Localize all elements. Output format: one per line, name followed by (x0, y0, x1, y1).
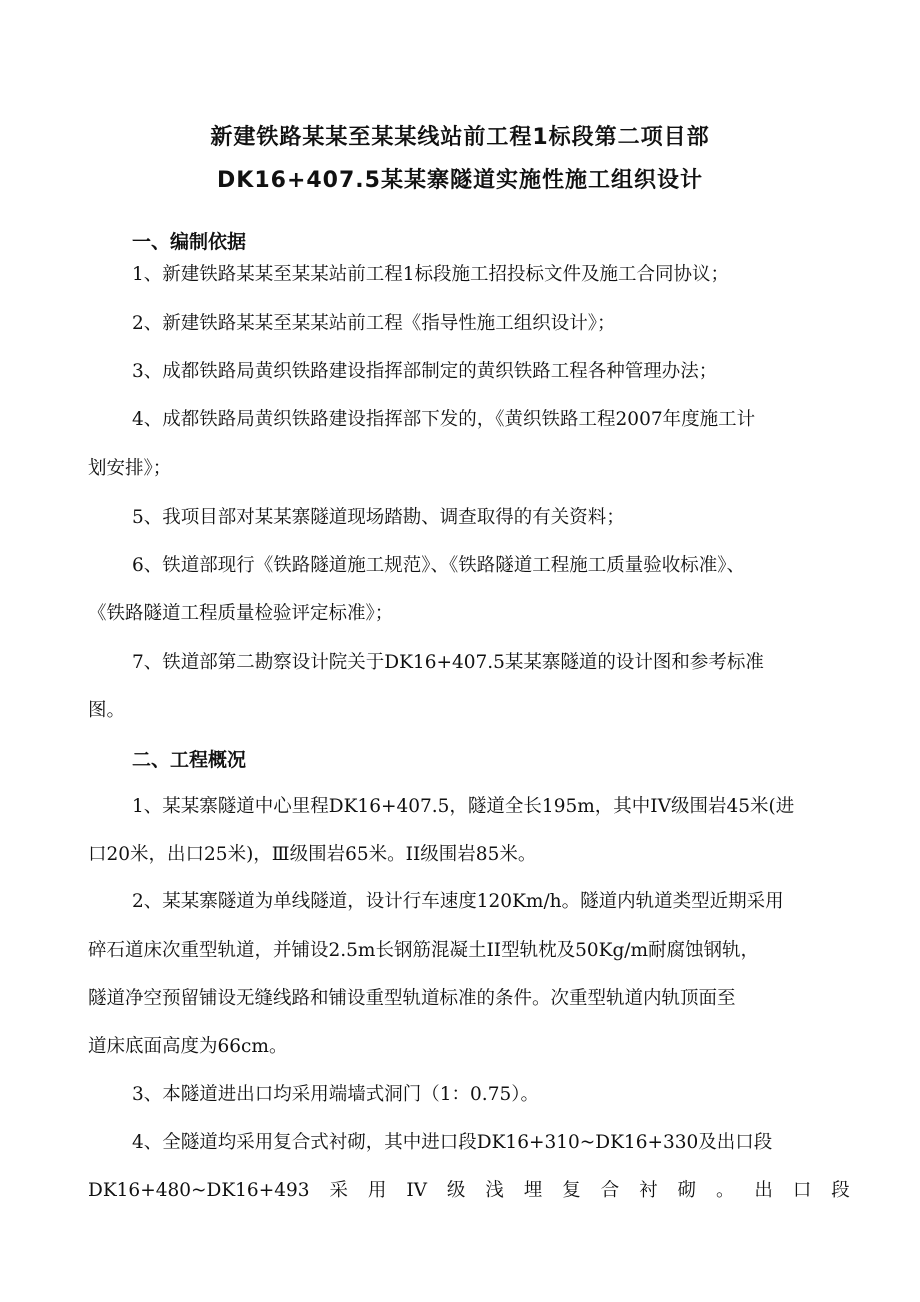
justified-word: 级 (446, 1180, 466, 1201)
overview-item-4: 4、全隧道均采用复合式衬砌，其中进口段DK16+310~DK16+330及出口段 (132, 1132, 773, 1153)
justified-word: 用 (367, 1180, 387, 1201)
overview-item-4-cont (88, 1179, 850, 1203)
overview-item-1: 1、某某寨隧道中心里程DK16+407.5，隧道全长195m，其中IV级围岩45米(进 (132, 796, 795, 817)
basis-item-2: 2、新建铁路某某至某某站前工程《指导性施工组织设计》； (132, 313, 616, 334)
basis-item-3: 3、成都铁路局黄织铁路建设指挥部制定的黄织铁路工程各种管理办法； (132, 361, 718, 382)
justified-word: 复 (562, 1180, 581, 1201)
justified-word: 合 (600, 1180, 620, 1201)
justified-word: 衬 (639, 1180, 658, 1201)
justified-word: 采 (329, 1180, 348, 1201)
basis-item-4-cont: 划安排》； (88, 458, 172, 479)
basis-item-6: 6、铁道部现行《铁路隧道施工规范》、《铁路隧道工程施工质量验收标准》、 (132, 555, 746, 576)
overview-item-2: 2、某某寨隧道为单线隧道，设计行车速度120Km/h。隧道内轨道类型近期采用 (132, 891, 784, 912)
justified-word: IV (406, 1180, 427, 1201)
section-1-heading: 一、编制依据 (132, 231, 247, 253)
basis-item-7: 7、铁道部第二勘察设计院关于DK16+407.5某某寨隧道的设计图和参考标准 (132, 652, 764, 673)
basis-item-6-cont: 《铁路隧道工程质量检验评定标准》； (88, 603, 394, 624)
document-title-line-2: DK16+407.5某某寨隧道实施性施工组织设计 (217, 168, 703, 193)
overview-item-2-cont-3: 道床底面高度为66cm。 (88, 1036, 288, 1057)
justified-word: 出 (754, 1180, 773, 1201)
justified-word: DK16+480~DK16+493 (88, 1180, 310, 1201)
justified-word: 。 (715, 1180, 735, 1201)
overview-item-3: 3、本隧道进出口均采用端墙式洞门（1：0.75）。 (132, 1084, 539, 1105)
section-2-heading: 二、工程概况 (132, 749, 247, 771)
justified-word: 浅 (485, 1180, 504, 1201)
basis-item-7-cont: 图。 (88, 700, 126, 721)
basis-item-1: 1、新建铁路某某至某某站前工程1标段施工招投标文件及施工合同协议； (132, 264, 730, 285)
document-title-line-1: 新建铁路某某至某某线站前工程1标段第二项目部 (210, 125, 710, 150)
justified-word: 埋 (523, 1180, 543, 1201)
basis-item-5: 5、我项目部对某某寨隧道现场踏勘、调查取得的有关资料； (132, 507, 625, 528)
justified-word: 段 (831, 1180, 850, 1201)
overview-item-1-cont: 口20米，出口25米)，Ⅲ级围岩65米。II级围岩85米。 (88, 844, 537, 865)
justified-word: 口 (792, 1180, 812, 1201)
overview-item-2-cont-1: 碎石道床次重型轨道，并铺设2.5m长钢筋混凝土II型轨枕及50Kg/m耐腐蚀钢轨， (88, 940, 760, 961)
overview-item-2-cont-2: 隧道净空预留铺设无缝线路和铺设重型轨道标准的条件。次重型轨道内轨顶面至 (88, 988, 736, 1009)
justified-word: 砌 (677, 1180, 697, 1201)
basis-item-4: 4、成都铁路局黄织铁路建设指挥部下发的，《黄织铁路工程2007年度施工计 (132, 409, 756, 430)
